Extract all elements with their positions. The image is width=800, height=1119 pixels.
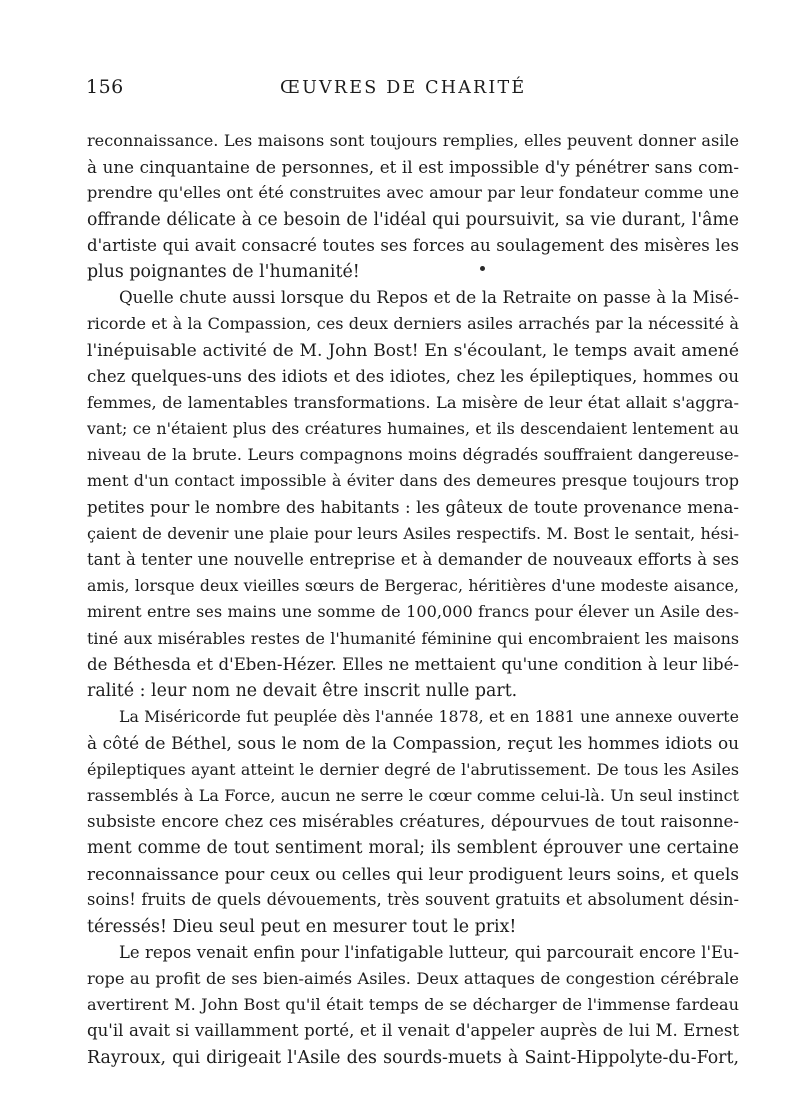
text-line: l'inépuisable activité de M. John Bost! En s'écoulant, le temps avait amené [87, 340, 739, 361]
ink-speck [480, 266, 485, 271]
body-text [87, 128, 739, 1071]
text-line: rassemblés à La Force, aucun ne serre le cœur comme celui-là. Un seul instinct [87, 785, 739, 805]
text-line: niveau de la brute. Leurs compagnons moins dégradés souffraient dangereuse- [87, 445, 739, 465]
text-line: mirent entre ses mains une somme de 100,000 francs pour élever un Asile des- [87, 602, 739, 622]
text-line: soins! fruits de quels dévouements, très souvent gratuits et absolument désin- [87, 890, 739, 910]
text-line: femmes, de lamentables transformations. La misère de leur état allait s'aggra- [87, 392, 739, 412]
text-line: téressés! Dieu seul peut en mesurer tout le prix! [87, 916, 517, 937]
text-line: prendre qu'elles ont été construites avec amour par leur fondateur comme une [87, 183, 739, 203]
text-line: amis, lorsque deux vieilles sœurs de Bergerac, héritières d'une modeste aisance, [87, 576, 739, 596]
text-line: La Miséricorde fut peuplée dès l'année 1878, et en 1881 une annexe ouverte [119, 707, 739, 727]
text-line: reconnaissance pour ceux ou celles qui leur prodiguent leurs soins, et quels [87, 864, 739, 885]
text-line: à une cinquantaine de personnes, et il est impossible d'y pénétrer sans com- [87, 157, 739, 178]
text-line: reconnaissance. Les maisons sont toujours remplies, elles peuvent donner asile [87, 131, 739, 150]
text-line: d'artiste qui avait consacré toutes ses forces au soulagement des misères les [87, 235, 739, 255]
page-number: 156 [86, 76, 124, 98]
text-line: Le repos venait enfin pour l'infatigable lutteur, qui parcourait encore l'Eu- [119, 942, 739, 962]
text-line: ment d'un contact impossible à éviter dans des demeures presque toujours trop [87, 471, 739, 491]
text-line: ment comme de tout sentiment moral; ils semblent éprouver une certaine [87, 838, 739, 859]
text-line: rope au profit de ses bien-aimés Asiles. Deux attaques de congestion cérébrale [87, 969, 739, 988]
running-title: ŒUVRES DE CHARITÉ [280, 78, 527, 98]
text-line: Quelle chute aussi lorsque du Repos et de la Retraite on passe à la Misé- [119, 288, 739, 308]
text-line: chez quelques-uns des idiots et des idiotes, chez les épileptiques, hommes ou [87, 366, 739, 386]
text-line: vant; ce n'étaient plus des créatures humaines, et ils descendaient lentement au [87, 419, 739, 439]
text-line: plus poignantes de l'humanité! [87, 261, 360, 282]
text-line: tant à tenter une nouvelle entreprise et à demander de nouveaux efforts à ses [87, 550, 739, 569]
text-line: tiné aux misérables restes de l'humanité féminine qui encombraient les maisons [87, 628, 739, 648]
text-line: à côté de Béthel, sous le nom de la Compassion, reçut les hommes idiots ou [87, 733, 739, 754]
text-line: petites pour le nombre des habitants : les gâteux de toute provenance mena- [87, 497, 739, 517]
text-line: ralité : leur nom ne devait être inscrit nulle part. [87, 680, 518, 701]
text-line: subsiste encore chez ces misérables créatures, dépourvues de tout raisonne- [87, 811, 739, 831]
text-line: épileptiques ayant atteint le dernier degré de l'abrutissement. De tous les Asiles [87, 759, 739, 779]
text-line: çaient de devenir une plaie pour leurs Asiles respectifs. M. Bost le sentait, hési- [87, 523, 739, 543]
text-line: ricorde et à la Compassion, ces deux derniers asiles arrachés par la nécessité à [87, 314, 739, 334]
text-line: Rayroux, qui dirigeait l'Asile des sourds-muets à Saint-Hippolyte-du-Fort, [87, 1047, 739, 1068]
text-line: avertirent M. John Bost qu'il était temps de se décharger de l'immense fardeau [87, 995, 739, 1015]
text-line: offrande délicate à ce besoin de l'idéal qui poursuivit, sa vie durant, l'âme [87, 209, 739, 230]
text-line: qu'il avait si vaillamment porté, et il venait d'appeler auprès de lui M. Ernest [87, 1021, 739, 1041]
text-line: de Béthesda et d'Eben-Hézer. Elles ne mettaient qu'une condition à leur libé- [87, 654, 739, 674]
